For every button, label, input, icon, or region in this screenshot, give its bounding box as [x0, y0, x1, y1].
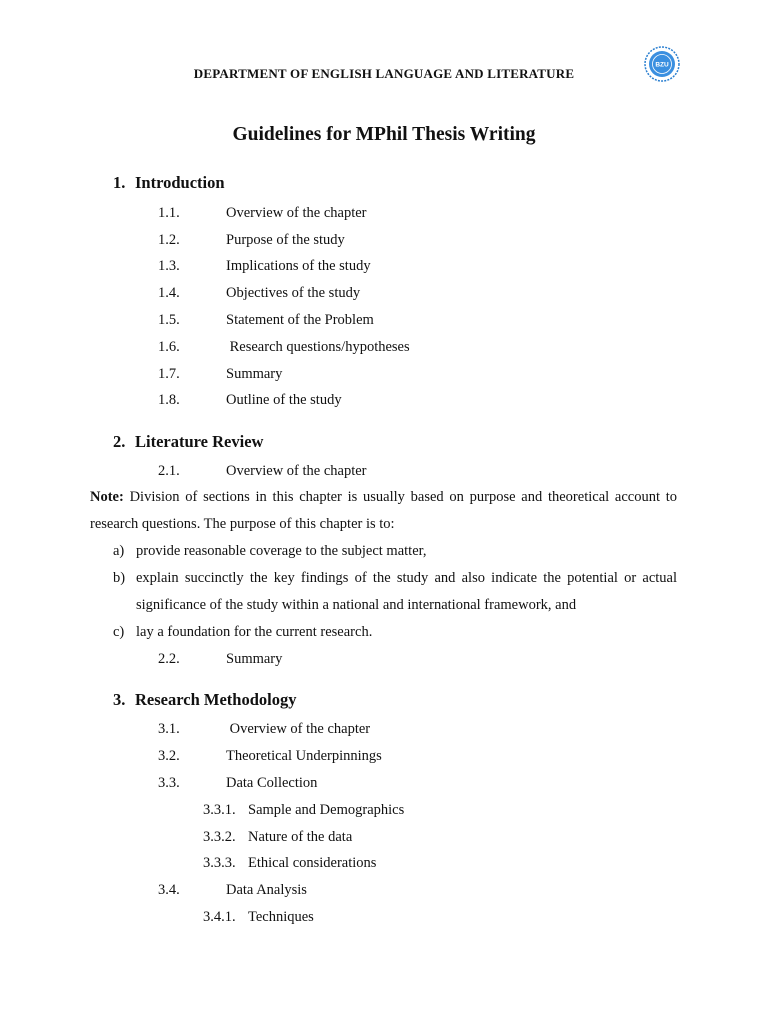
note-paragraph-line1: Note: Division of sections in this chapter is usually based on purpose and theoretical account to	[90, 489, 677, 505]
section-heading-research-methodology	[113, 690, 296, 710]
note-paragraph-line2: research questions. The purpose of this chapter is to:	[90, 516, 395, 532]
note-label: Note:	[90, 489, 124, 505]
section-title: Literature Review	[135, 432, 264, 451]
section-title: Research Methodology	[135, 690, 297, 709]
section-number: 1.	[113, 173, 126, 192]
department-header: DEPARTMENT OF ENGLISH LANGUAGE AND LITERATURE	[193, 66, 575, 81]
svg-text:BZU: BZU	[655, 61, 669, 69]
section-heading-literature-review	[113, 432, 263, 452]
university-logo	[644, 46, 680, 82]
section-heading-introduction	[113, 173, 225, 193]
section-number: 2.	[113, 432, 126, 451]
document-title: Guidelines for MPhil Thesis Writing	[232, 124, 536, 145]
section-number: 3.	[113, 690, 126, 709]
section-title: Introduction	[135, 173, 225, 192]
